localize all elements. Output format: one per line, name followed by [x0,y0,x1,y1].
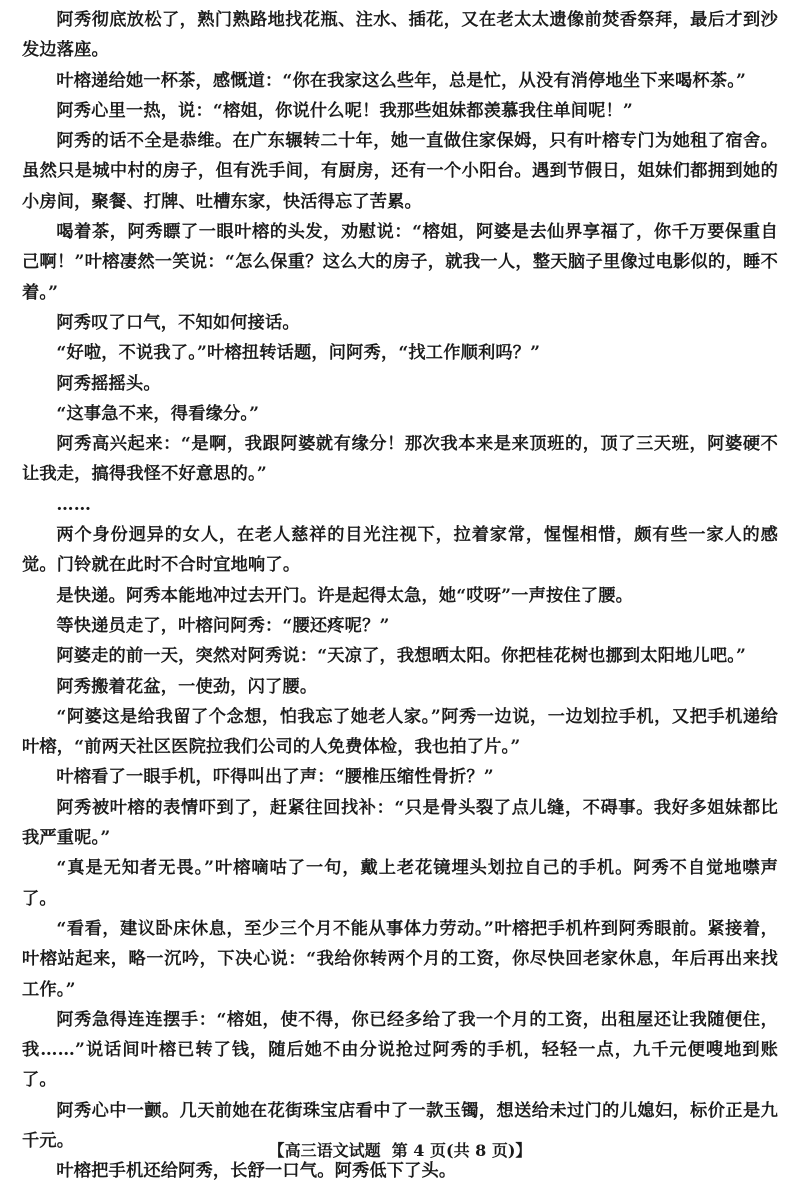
ellipsis-separator: …… [56,494,92,515]
page-number: 第 4 页(共 8 页) [391,1141,516,1160]
exam-subject: 高三语文试题 [284,1141,381,1160]
page-footer [0,1138,800,1164]
paragraph: “看看，建议卧床休息，至少三个月不能从事体力劳动。”叶榕把手机杵到阿秀眼前。紧接着，叶榕站起来，略一沉吟，下决心说：“我给你转两个月的工资，你尽快回老家休息，年后再出来找工作。” [22,918,778,1000]
paragraph: 阿秀彻底放松了，熟门熟路地找花瓶、注水、插花，又在老太太遗像前焚香祭拜，最后才到沙发边落座。 [22,10,778,61]
paragraph: 阿秀心中一颤。几天前她在花街珠宝店看中了一款玉镯，想送给未过门的儿媳妇，标价正是九千元。 [22,1100,778,1151]
paragraph: 阿秀心里一热，说：“榕姐，你说什么呢！我那些姐妹都羡慕我住单间呢！” [56,100,633,121]
paragraph: “真是无知者无畏。”叶榕嘀咕了一句，戴上老花镜埋头划拉自己的手机。阿秀不自觉地噤声了。 [22,858,778,909]
paragraph: 两个身份迥异的女人，在老人慈祥的目光注视下，拉着家常，惺惺相惜，颇有些一家人的感觉。门铃就在此时不合时宜地响了。 [22,525,778,576]
footer-close-bracket: 】 [515,1141,532,1160]
story-text [22,5,778,1187]
paragraph: “好啦，不说我了。”叶榕扭转话题，问阿秀，“找工作顺利吗？” [56,343,541,364]
paragraph: 叶榕把手机还给阿秀，长舒一口气。阿秀低下了头。 [56,1161,457,1182]
paragraph: 阿婆走的前一天，突然对阿秀说：“天凉了，我想晒太阳。你把桂花树也挪到太阳地儿吧。” [56,646,747,667]
paragraph: 叶榕看了一眼手机，吓得叫出了声：“腰椎压缩性骨折？” [56,767,494,788]
paragraph: 阿秀急得连连摆手：“榕姐，使不得，你已经多给了我一个月的工资，出租屋还让我随便住，我……”说话间叶榕已转了钱，随后她不由分说抢过阿秀的手机，轻轻一点，九千元便嗖地到账了。 [22,1009,778,1091]
paragraph: 阿秀高兴起来：“是啊，我跟阿婆就有缘分！那次我本来是来顶班的，顶了三天班，阿婆硬不让我走，搞得我怪不好意思的。” [22,434,778,485]
paragraph: 阿秀被叶榕的表情吓到了，赶紧往回找补：“只是骨头裂了点儿缝，不碍事。我好多姐妹都比我严重呢。” [22,797,778,849]
footer-open-bracket: 【 [268,1141,285,1160]
paragraph: 阿秀叹了口气，不知如何接话。 [56,312,300,333]
paragraph: 阿秀的话不全是恭维。在广东辗转二十年，她一直做住家保姆，只有叶榕专门为她租了宿舍。虽然只是城中村的房子，但有洗手间，有厨房，还有一个小阳台。遇到节假日，姐妹们都拥到她的小房间，聚餐、打牌、吐槽东家，快活得忘了苦累。 [22,131,778,212]
paragraph: 等快递员走了，叶榕问阿秀：“腰还疼呢？” [56,615,390,636]
paragraph: “阿婆这是给我留了个念想，怕我忘了她老人家。”阿秀一边说，一边划拉手机，又把手机递给叶榕，“前两天社区医院拉我们公司的人免费体检，我也拍了片。” [22,706,778,758]
paragraph: 喝着茶，阿秀瞟了一眼叶榕的头发，劝慰说：“榕姐，阿婆是去仙界享福了，你千万要保重自己啊！”叶榕凄然一笑说：“怎么保重？这么大的房子，就我一人，整天脑子里像过电影似的，睡不着。” [22,222,778,303]
paragraph: “这事急不来，得看缘分。” [56,403,260,424]
paragraph: 阿秀搬着花盆，一使劲，闪了腰。 [56,676,318,697]
paragraph: 是快递。阿秀本能地冲过去开门。许是起得太急，她“哎呀”一声按住了腰。 [56,585,633,606]
paragraph: 叶榕递给她一杯茶，感慨道：“你在我家这么些年，总是忙，从没有消停地坐下来喝杯茶。” [56,70,747,91]
paragraph: 阿秀摇摇头。 [56,373,161,394]
